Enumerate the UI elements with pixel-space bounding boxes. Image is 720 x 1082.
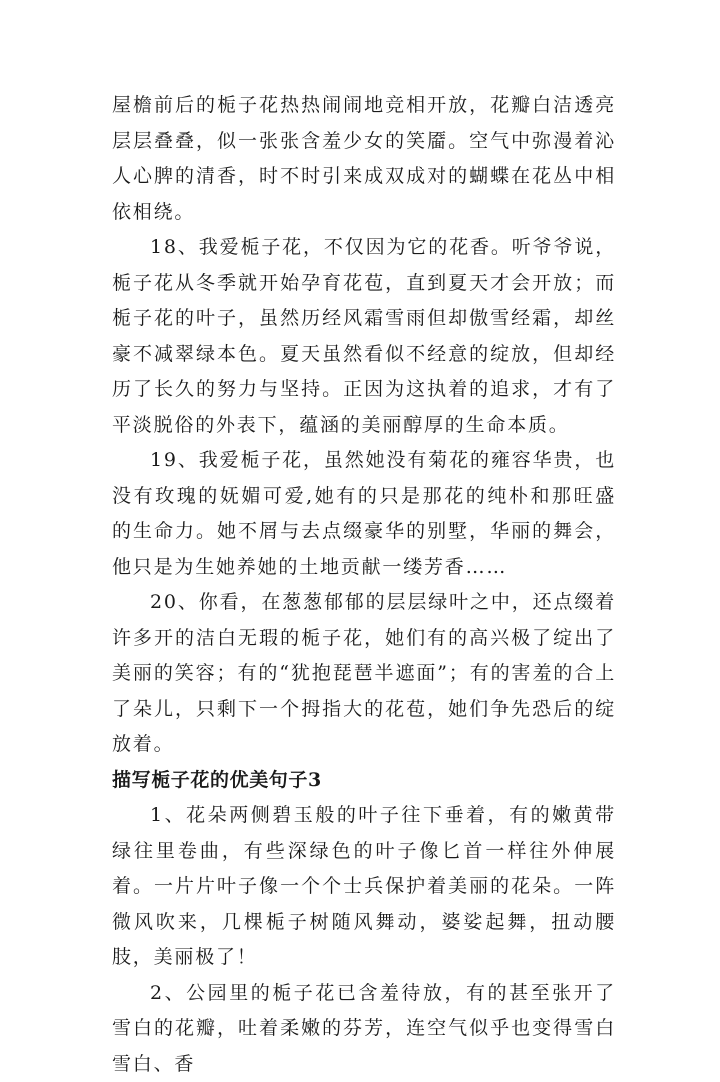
paragraph-item-19: 19、我爱栀子花，虽然她没有菊花的雍容华贵，也没有玫瑰的妩媚可爱,她有的只是那花的纯朴和那旺盛的生命力。她不屑与去点缀豪华的别墅，华丽的舞会，他只是为生她养她的土地贡献一缕芳香…… [112, 443, 616, 585]
paragraph-item-18: 18、我爱栀子花，不仅因为它的花香。听爷爷说，栀子花从冬季就开始孕育花苞，直到夏天才会开放；而栀子花的叶子，虽然历经风霜雪雨但却傲雪经霜，却丝豪不减翠绿本色。夏天虽然看似不经意的绽放，但却经历了长久的努力与坚持。正因为这执着的追求，才有了平淡脱俗的外表下，蕴涵的美丽醇厚的生命本质。 [112, 230, 616, 443]
section-heading: 描写栀子花的优美句子3 [112, 763, 616, 799]
paragraph-continuation: 屋檐前后的栀子花热热闹闹地竞相开放，花瓣白洁透亮层层叠叠，似一张张含羞少女的笑靥。空气中弥漫着沁人心脾的清香，时不时引来成双成对的蝴蝶在花丛中相依相绕。 [112, 88, 616, 230]
paragraph-item-20: 20、你看，在葱葱郁郁的层层绿叶之中，还点缀着许多开的洁白无瑕的栀子花，她们有的高兴极了绽出了美丽的笑容；有的“犹抱琵琶半遮面”；有的害羞的合上了朵儿，只剩下一个拇指大的花苞，她们争先恐后的绽放着。 [112, 585, 616, 763]
paragraph-section3-item-1: 1、花朵两侧碧玉般的叶子往下垂着，有的嫩黄带绿往里卷曲，有些深绿色的叶子像匕首一样往外伸展着。一片片叶子像一个个士兵保护着美丽的花朵。一阵微风吹来，几棵栀子树随风舞动，婆娑起舞，扭动腰肢，美丽极了！ [112, 798, 616, 976]
document-body [112, 88, 616, 1082]
paragraph-section3-item-2: 2、公园里的栀子花已含羞待放，有的甚至张开了雪白的花瓣，吐着柔嫩的芬芳，连空气似乎也变得雪白雪白、香 [112, 976, 616, 1082]
